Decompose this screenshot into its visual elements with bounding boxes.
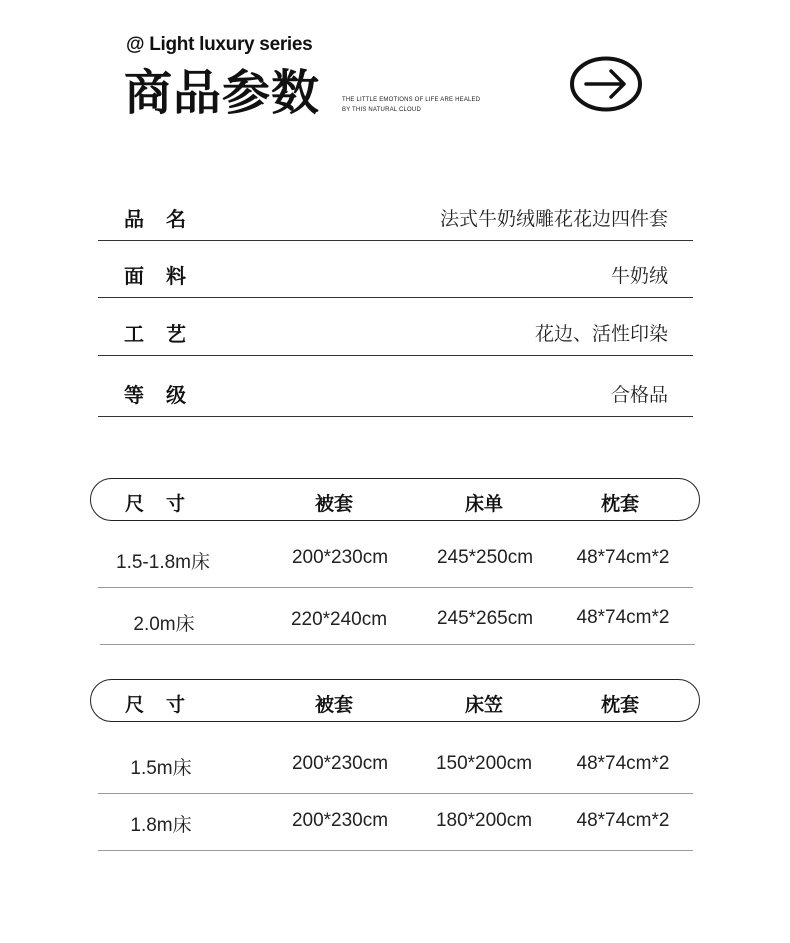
page-title: 商品参数 [124, 67, 321, 120]
pillowcase-cell: 48*74cm*2 [576, 547, 670, 568]
pillowcase-cell: 48*74cm*2 [576, 810, 670, 831]
fitted-sheet-cell: 180*200cm [435, 810, 533, 831]
size-cell: 1.5-1.8m床 [116, 552, 210, 573]
tagline-line-2: BY THIS NATURAL CLOUD [342, 107, 421, 113]
size-cell: 1.5m床 [130, 758, 192, 779]
size-cell: 1.8m床 [130, 815, 192, 836]
header-pillowcase: 枕套 [601, 494, 640, 515]
pillowcase-cell: 48*74cm*2 [576, 753, 670, 774]
table-row [100, 587, 695, 645]
tagline-line-1: THE LITTLE EMOTIONS OF LIFE ARE HEALED [342, 97, 481, 103]
header-fitted-sheet: 床笠 [465, 695, 504, 716]
param-row-name [98, 183, 693, 241]
size-table-2-header [90, 679, 700, 722]
table-row [98, 530, 693, 588]
duvet-cell: 220*240cm [290, 609, 388, 630]
header-duvet: 被套 [315, 695, 354, 716]
duvet-cell: 200*230cm [291, 810, 389, 831]
param-value: 合格品 [610, 385, 668, 406]
param-label: 工艺 [124, 324, 208, 346]
tagline [342, 95, 480, 115]
arrow-right-circle-icon[interactable] [569, 56, 643, 112]
param-value: 花边、活性印染 [534, 324, 668, 345]
param-label: 等级 [124, 385, 208, 407]
header-size: 尺寸 [125, 494, 208, 515]
duvet-cell: 200*230cm [291, 547, 389, 568]
table-row [98, 793, 693, 851]
param-value: 法式牛奶绒雕花花边四件套 [439, 209, 668, 230]
header-sheet: 床单 [465, 494, 504, 515]
series-subtitle: @ Light luxury series [126, 34, 313, 55]
sheet-cell: 245*250cm [436, 547, 534, 568]
header-pillowcase: 枕套 [601, 695, 640, 716]
pillowcase-cell: 48*74cm*2 [576, 607, 670, 628]
header-size: 尺寸 [125, 695, 208, 716]
fitted-sheet-cell: 150*200cm [435, 753, 533, 774]
param-label: 品名 [124, 209, 208, 231]
param-row-craft [98, 298, 693, 356]
size-table-1-header [90, 478, 700, 521]
param-value: 牛奶绒 [610, 266, 668, 287]
duvet-cell: 200*230cm [291, 753, 389, 774]
param-row-grade [98, 356, 693, 417]
param-label: 面料 [124, 266, 208, 288]
table-row [98, 736, 693, 794]
size-cell: 2.0m床 [133, 614, 195, 635]
header-duvet: 被套 [315, 494, 354, 515]
param-row-fabric [98, 240, 693, 298]
sheet-cell: 245*265cm [436, 608, 534, 629]
